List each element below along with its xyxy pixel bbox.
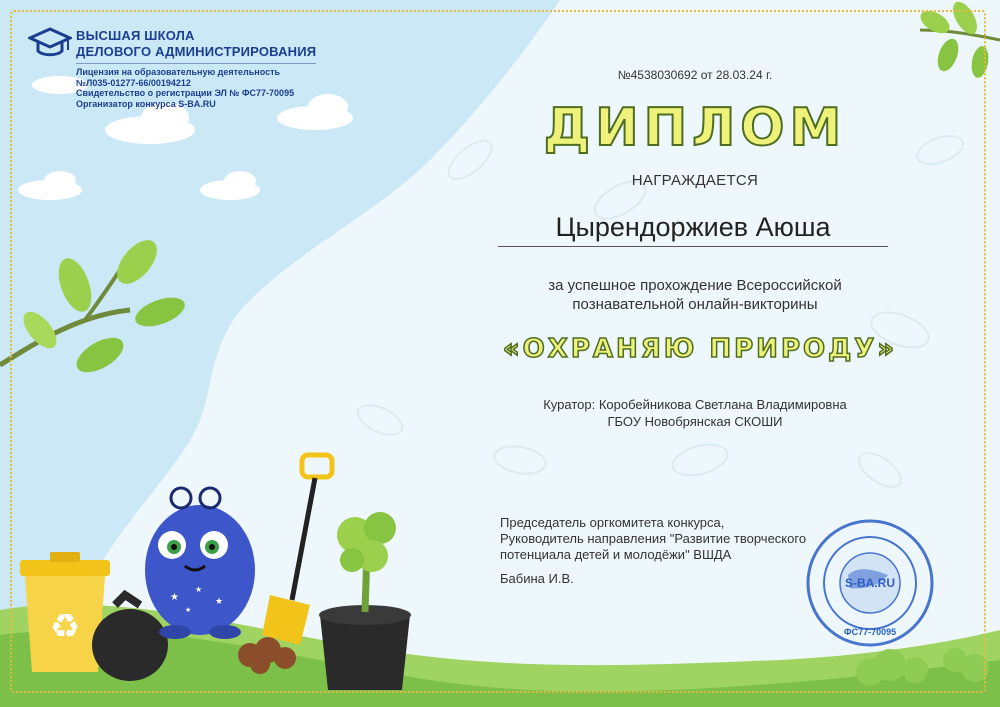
school-name: ГБОУ Новобрянская СКОШИ [607,414,783,429]
logo-divider [76,63,316,64]
organizer-text: Организатор конкурса S-BA.RU [76,98,216,109]
quiz-title: «ОХРАНЯЮ ПРИРОДУ» [502,334,898,364]
signature-block [500,515,820,587]
description-line1: за успешное прохождение Всероссийской [548,277,842,294]
monster-character [145,488,255,639]
svg-text:★: ★ [185,607,192,614]
document-number: №4538030692 от 28.03.24 г. [617,68,773,82]
graduation-cap-icon [28,26,72,60]
awarded-label: НАГРАЖДАЕТСЯ [631,172,759,189]
license-number: №Л035-01277-66/00194212 [76,77,191,88]
signature-line3: потенциала детей и молодёжи" ВШДА [500,547,732,562]
logo-title-line2: ДЕЛОВОГО АДМИНИСТРИРОВАНИЯ [76,44,317,59]
svg-text:★: ★ [170,592,179,603]
curator-block [520,396,870,430]
signature-line1: Председатель оргкомитета конкурса, [500,515,725,530]
svg-text:★: ★ [195,585,203,594]
name-underline [498,246,888,247]
diploma-title: ДИПЛОМ [543,98,847,158]
curator-name: Куратор: Коробейникова Светлана Владимировна [543,397,847,412]
registration-text: Свидетельство о регистрации ЭЛ № ФС77-70095 [76,88,295,98]
logo-title [76,28,316,60]
description-line2: познавательной онлайн-викторины [572,296,818,313]
svg-text:★: ★ [215,596,224,606]
svg-text:♻: ♻ [49,607,81,647]
license-text: Лицензия на образовательную деятельность [76,67,281,77]
top-right-branch [917,0,1000,79]
plant-pot [319,512,411,690]
logo-title-line1: ВЫСШАЯ ШКОЛА [76,28,195,43]
signature-line2: Руководитель направления "Развитие творческого [500,531,807,546]
recipient-name: Цырендоржиев Аюша [555,212,831,242]
logo-info [76,67,294,109]
signatory-name: Бабина И.В. [500,571,574,586]
award-description [500,276,890,314]
stamp-ring-text: ФС77-70095 [843,627,897,637]
stamp-center-text: S-BA.RU [845,576,895,590]
